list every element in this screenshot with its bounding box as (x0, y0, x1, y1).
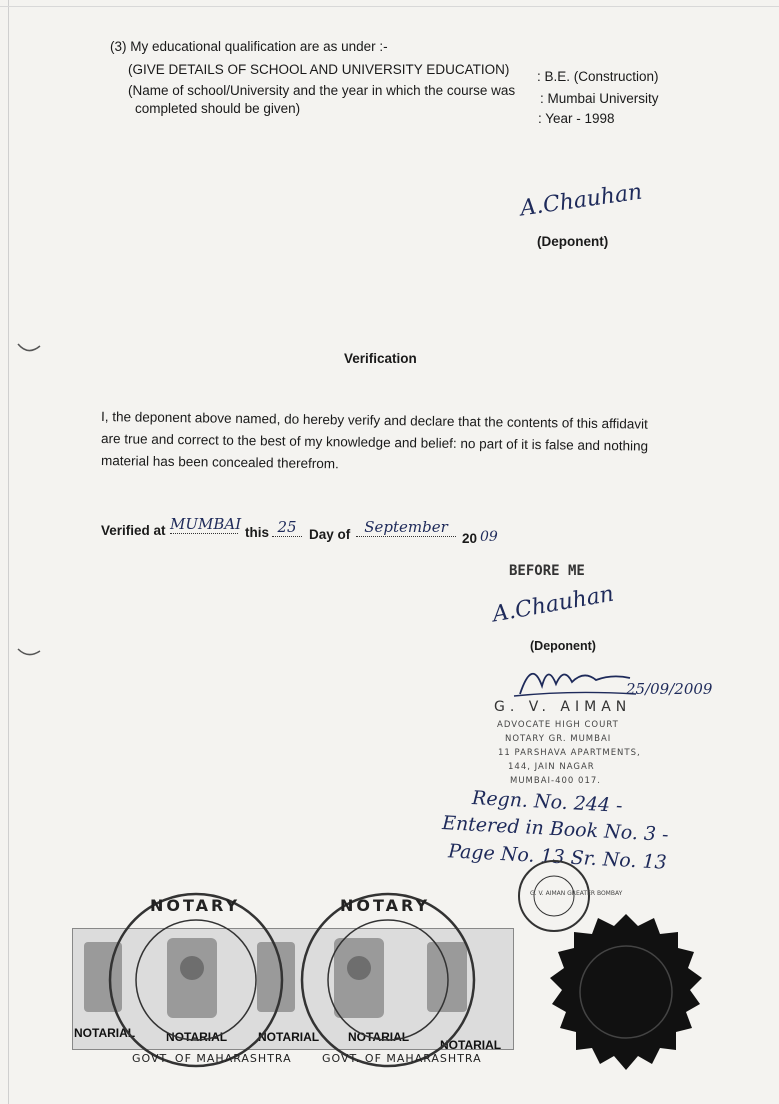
stamp-label: NOTARIAL (166, 1030, 228, 1044)
verified-place: MUMBAI (170, 515, 242, 533)
deponent-label: (Deponent) (537, 234, 609, 249)
qualification-answer-degree: : B.E. (Construction) (537, 69, 659, 84)
seal-top-text: NOTARY (340, 896, 431, 915)
qualification-answer-university: : Mumbai University (540, 91, 659, 106)
seal-bottom-text: GOVT. OF MAHARASHTRA (322, 1052, 482, 1065)
deponent-label: (Deponent) (530, 639, 596, 653)
verification-line-1: I, the deponent above named, do hereby verify and declare that the contents of this affidavit (100, 409, 648, 432)
qualification-line-4: completed should be given) (135, 101, 301, 116)
notary-address-line: MUMBAI-400 017. (510, 776, 601, 786)
notary-seal-left (106, 890, 286, 1070)
notary-address-line: ADVOCATE HIGH COURT (497, 720, 619, 730)
verification-line-3: material has been concealed therefrom. (100, 453, 339, 472)
page-edge (8, 0, 9, 1104)
page-edge-top (0, 6, 779, 7)
stamp-label: NOTARIAL (74, 1026, 136, 1040)
qualification-line-2: (GIVE DETAILS OF SCHOOL AND UNIVERSITY EDUCATION) (128, 62, 510, 77)
qualification-line-3: (Name of school/University and the year in which the course was (128, 83, 516, 98)
notary-name: G. V. AIMAN (494, 699, 632, 715)
verification-line-2: are true and correct to the best of my knowledge and belief: no part of it is false and nothing (100, 431, 649, 454)
punch-mark (14, 340, 44, 360)
before-me-stamp: BEFORE ME (509, 563, 585, 579)
verified-day: 25 (272, 518, 302, 537)
seal-top-text: NOTARY (150, 896, 241, 915)
verified-at-label: Verified at (101, 523, 166, 538)
stamp-label: NOTARIAL (258, 1030, 320, 1044)
notary-address-line: 11 PARSHAVA APARTMENTS, (498, 748, 641, 758)
notary-book-entry: Entered in Book No. 3 - (441, 812, 670, 846)
verified-month: September (356, 518, 456, 537)
deponent-signature: A.Chauhan (490, 581, 616, 628)
punch-mark (14, 645, 44, 665)
day-of-label: Day of (309, 527, 351, 542)
seal-bottom-text: GOVT. OF MAHARASHTRA (132, 1052, 292, 1065)
embossed-black-seal (536, 912, 716, 1092)
notary-regn: Regn. No. 244 - (471, 787, 624, 817)
stamp-label: NOTARIAL (440, 1038, 502, 1052)
deponent-signature: A.Chauhan (518, 179, 644, 222)
notary-seal-right (298, 890, 478, 1070)
this-label: this (245, 525, 270, 540)
small-seal-text: G. V. AIMAN GREATER BOMBAY (530, 890, 623, 897)
notary-page-entry: Page No. 13 Sr. No. 13 (447, 840, 668, 874)
qualification-answer-year: : Year - 1998 (538, 111, 615, 126)
stamp-label: NOTARIAL (348, 1030, 410, 1044)
notary-date: 25/09/2009 (626, 680, 713, 698)
notary-address-line: 144, JAIN NAGAR (508, 762, 595, 772)
verification-title: Verification (344, 351, 417, 366)
verified-year-prefix: 20 (462, 531, 478, 546)
notary-address-line: NOTARY GR. MUMBAI (505, 734, 612, 744)
verified-year-suffix: 09 (480, 529, 498, 545)
qualification-heading: (3) My educational qualification are as under :- (110, 39, 388, 54)
